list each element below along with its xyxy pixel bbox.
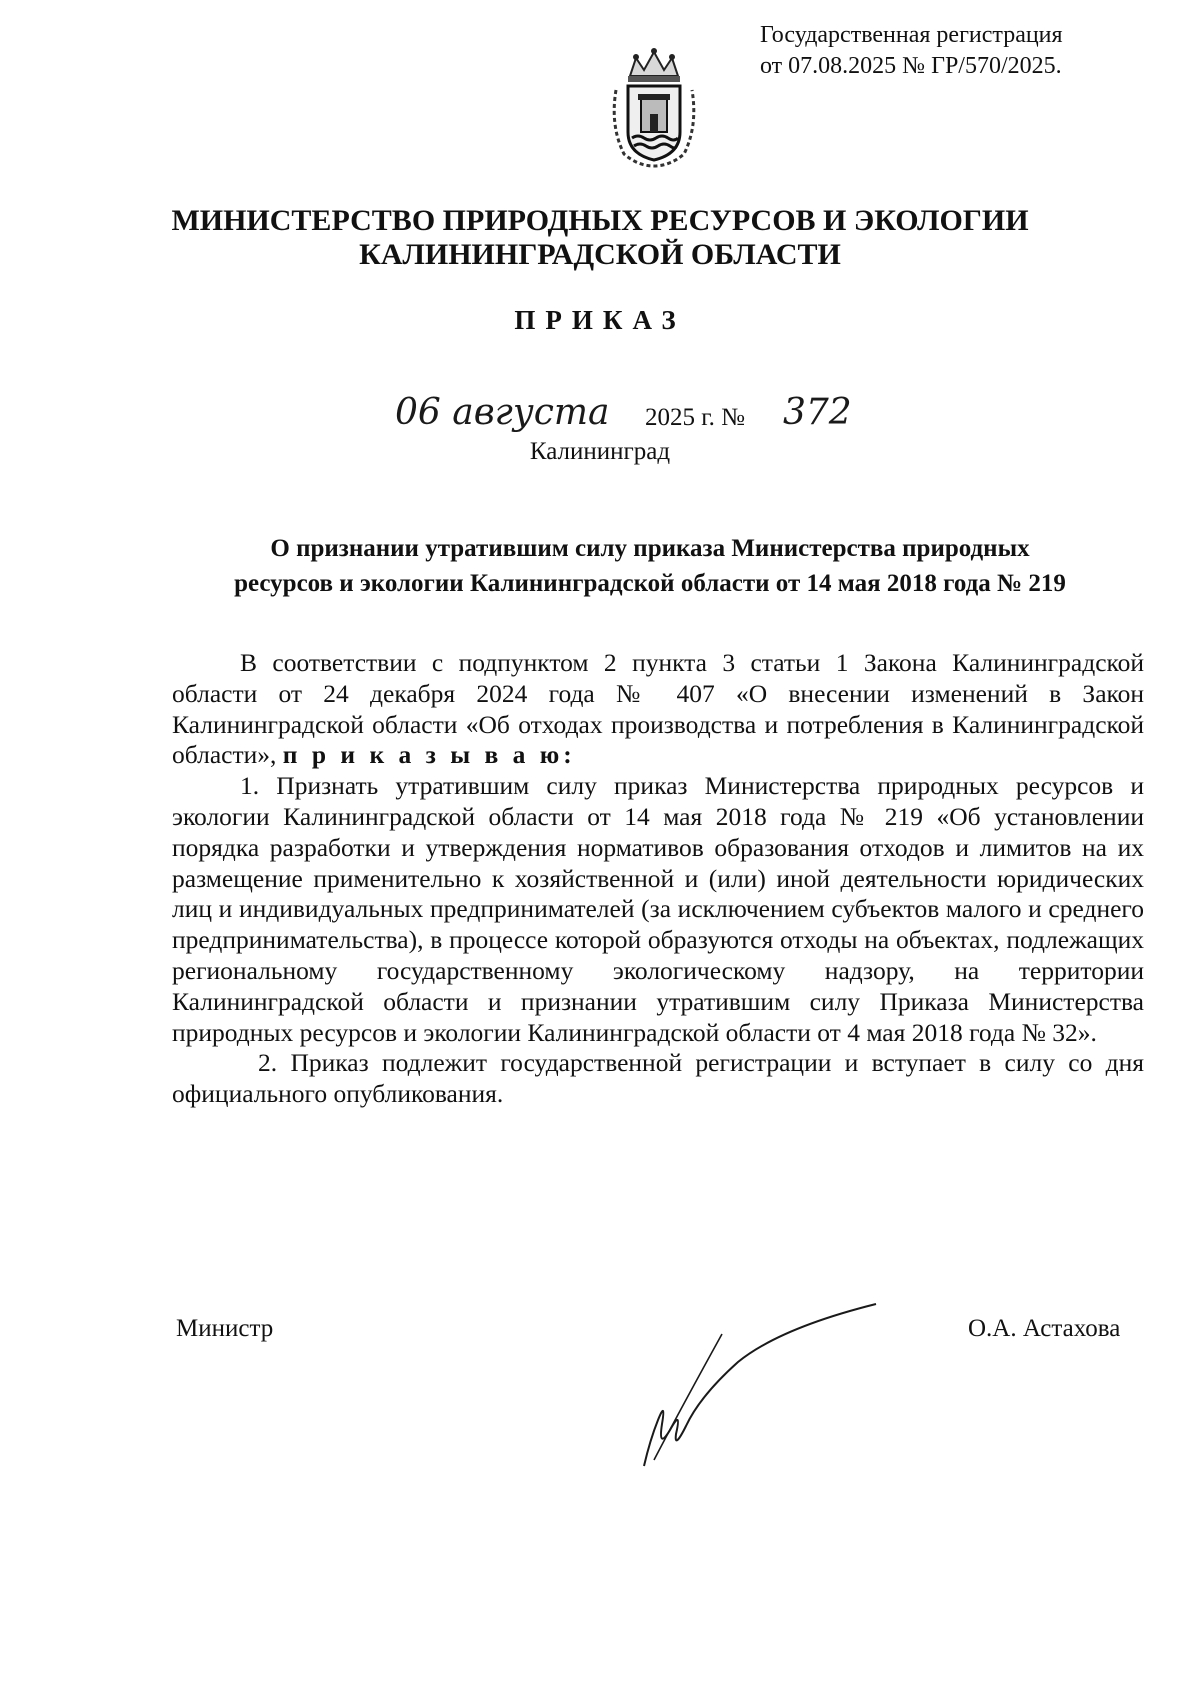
ministry-line-2: КАЛИНИНГРАДСКОЙ ОБЛАСТИ xyxy=(359,238,841,271)
ministry-line-1: МИНИСТЕРСТВО ПРИРОДНЫХ РЕСУРСОВ И ЭКОЛОГИИ xyxy=(171,204,1029,237)
city: Калининград xyxy=(529,438,671,465)
preamble-text: В соответствии с подпунктом 2 пункта 3 статьи 1 Закона Калининградской области от 24 декабря 2024 года № 407 «О внесении изменений в Закон Калининградской области «Об отходах производства и потребления в Калининградской области», xyxy=(172,648,1144,770)
subject-line-2: ресурсов и экологии Калининградской области от 14 мая 2018 года № 219 xyxy=(234,570,1066,597)
handwritten-date: 06 августа xyxy=(395,392,610,433)
preamble-paragraph xyxy=(172,648,1144,771)
date-year-number-label: 2025 г. № xyxy=(645,404,746,431)
date-number-line xyxy=(395,392,955,442)
ministry-heading xyxy=(100,204,1100,272)
document-subject xyxy=(170,531,1130,601)
item-2-paragraph: 2. Приказ подлежит государственной регистрации и вступает в силу со дня официального опубликования. xyxy=(172,1048,1144,1109)
registration-line-2: от 07.08.2025 № ГР/570/2025. xyxy=(760,53,1062,79)
signer-name: О.А. Астахова xyxy=(968,1315,1121,1342)
registration-note xyxy=(760,20,1063,82)
order-word: п р и к а з ы в а ю: xyxy=(282,740,576,770)
handwritten-order-number: 372 xyxy=(783,392,852,433)
subject-line-1: О признании утратившим силу приказа Министерства природных xyxy=(270,535,1030,562)
registration-line-1: Государственная регистрация xyxy=(760,22,1063,48)
coat-of-arms-icon xyxy=(608,46,700,168)
document-body xyxy=(172,648,1144,1110)
document-type: ПРИКАЗ xyxy=(514,305,686,335)
item-1-paragraph: 1. Признать утратившим силу приказ Министерства природных ресурсов и экологии Калининградской области от 14 мая 2018 года № 219 «Об установлении порядка разработки и утверждения нормативов образования отходов и лимитов на их размещение применительно к хозяйственной и (или) иной деятельности юридических лиц и индивидуальных предпринимателей (за исключением субъектов малого и среднего предпринимательства), в процессе которой образуются отходы на объектах, подлежащих региональному государственному экологическому надзору, на территории Калининградской области и признании утратившим силу Приказа Министерства природных ресурсов и экологии Калининградской области от 4 мая 2018 года № 32». xyxy=(172,771,1144,1047)
handwritten-signature xyxy=(640,1300,880,1470)
signer-position: Министр xyxy=(176,1315,274,1342)
